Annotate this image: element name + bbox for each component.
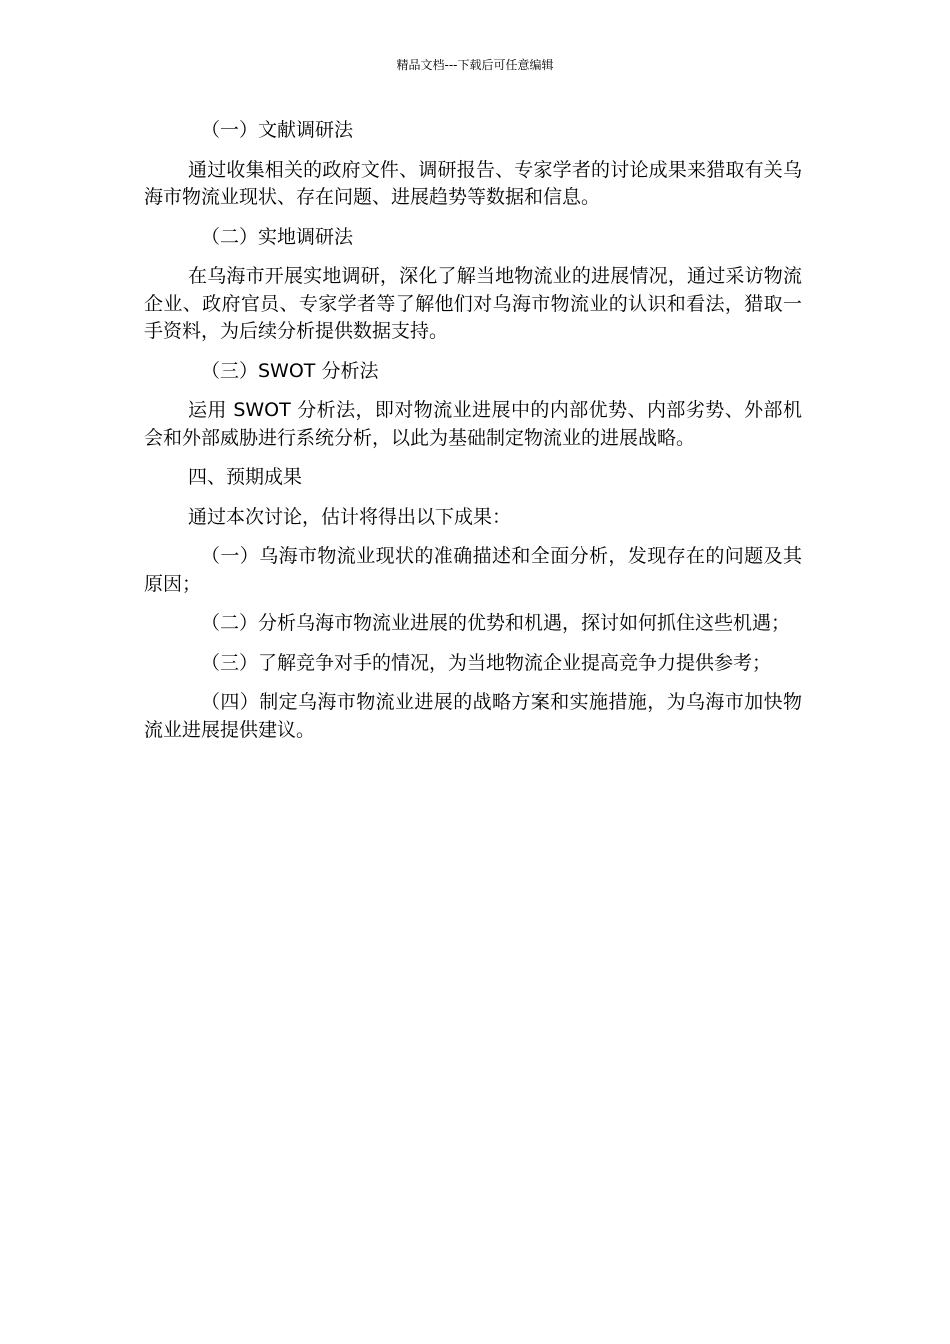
- heading-expected-results: 四、预期成果: [188, 466, 303, 488]
- paragraph-field-research: 在乌海市开展实地调研，深化了解当地物流业的进展情况，通过采访物流企业、政府官员、专家学者等了解他们对乌海市物流业的认识和看法，猎取一手资料，为后续分析提供数据支持。: [144, 265, 802, 342]
- heading-swot-analysis: （三）SWOT 分析法: [201, 359, 379, 382]
- list-item-result-2: （二）分析乌海市物流业进展的优势和机遇，探讨如何抓住这些机遇；: [201, 612, 791, 634]
- list-item-result-3: （三）了解竞争对手的情况，为当地物流企业提高竞争力提供参考；: [201, 651, 772, 674]
- paragraph-literature-research: 通过收集相关的政府文件、调研报告、专家学者的讨论成果来猎取有关乌海市物流业现状、存在问题、进展趋势等数据和信息。: [144, 158, 802, 208]
- page-header: 精品文档---下载后可任意编辑: [396, 58, 554, 72]
- heading-field-research: （二）实地调研法: [201, 225, 354, 248]
- paragraph-expected-results-intro: 通过本次讨论，估计将得出以下成果：: [188, 505, 512, 528]
- document-body: [144, 117, 802, 744]
- paragraph-swot-analysis: 运用 SWOT 分析法，即对物流业进展中的内部优势、内部劣势、外部机会和外部威胁进行系统分析，以此为基础制定物流业的进展战略。: [144, 399, 802, 449]
- list-item-result-1: （一）乌海市物流业现状的准确描述和全面分析，发现存在的问题及其原因；: [144, 545, 802, 595]
- heading-literature-research: （一）文献调研法: [201, 119, 354, 141]
- list-item-result-4: （四）制定乌海市物流业进展的战略方案和实施措施，为乌海市加快物流业进展提供建议。: [144, 691, 802, 741]
